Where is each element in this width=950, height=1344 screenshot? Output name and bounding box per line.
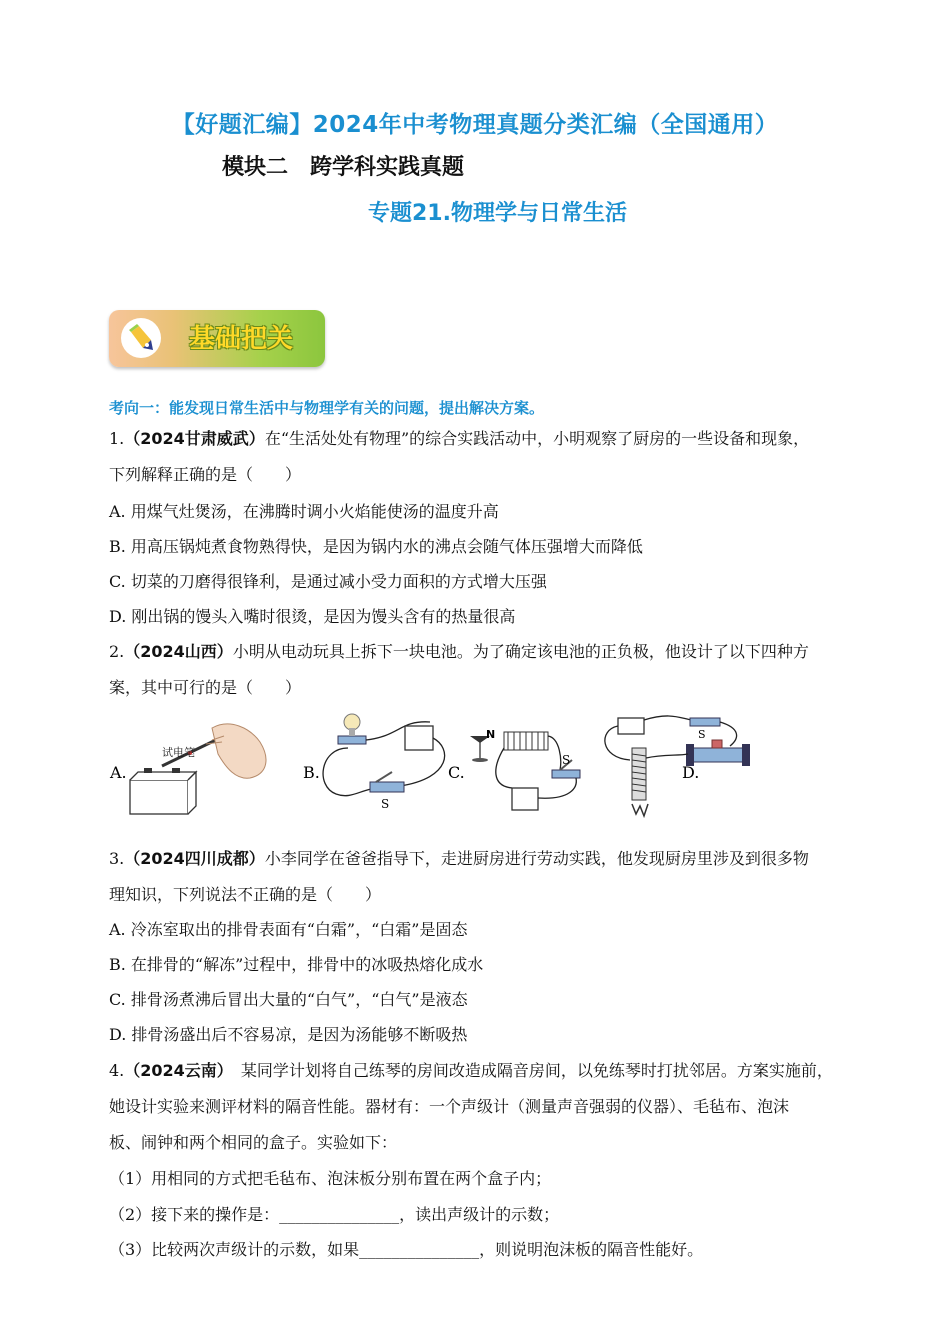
q4-line2: 她设计实验来测评材料的隔音性能。器材有：一个声级计（测量声音强弱的仪器）、毛毡布、泡沫 xyxy=(109,1097,790,1116)
q1-line1: 1.（2024甘肃威武）在“生活处处有物理”的综合实践活动中，小明观察了厨房的一些设备和现象， xyxy=(109,429,810,448)
q3-line2: 理知识，下列说法不正确的是（ ） xyxy=(109,885,382,904)
q4-source: （2024云南） xyxy=(124,1061,225,1080)
document-title: 【好题汇编】2024年中考物理真题分类汇编（全国通用） xyxy=(171,112,779,138)
figure-c-n-label: N xyxy=(486,728,496,741)
q3-option-a: A. 冷冻室取出的排骨表面有“白霜”，“白霜”是固态 xyxy=(109,920,468,939)
q4-line1: 4.（2024云南） 某同学计划将自己练琴的房间改造成隔音房间，以免练琴时打扰邻居。方案实施前， xyxy=(109,1061,833,1080)
q4-step3: （3）比较两次声级计的示数，如果_______________，则说明泡沫板的隔音性能好。 xyxy=(109,1240,704,1259)
q1-option-d: D. 刚出锅的馒头入嘴时很烫，是因为馒头含有的热量很高 xyxy=(109,607,516,626)
q3-line1: 3.（2024四川成都）小李同学在爸爸指导下，走进厨房进行劳动实践，他发现厨房里涉及到很多物 xyxy=(109,849,809,868)
figure-b-label: B. xyxy=(303,763,320,782)
q2-source: （2024山西） xyxy=(124,642,233,661)
figure-b-switch-label: S xyxy=(381,797,390,811)
q1-source: （2024甘肃威武） xyxy=(124,429,265,448)
q3-source: （2024四川成都） xyxy=(124,849,265,868)
topic-heading: 专题21.物理学与日常生活 xyxy=(368,201,627,226)
figure-a-test-pen xyxy=(130,724,266,814)
figure-d-label: D. xyxy=(682,763,700,782)
pen-nib-icon xyxy=(121,318,161,358)
q2-line2: 案，其中可行的是（ ） xyxy=(109,678,302,697)
q3-option-c: C. 排骨汤煮沸后冒出大量的“白气”，“白气”是液态 xyxy=(109,990,468,1009)
figure-c-switch-label: S xyxy=(562,753,571,767)
q3-option-b: B. 在排骨的“解冻”过程中，排骨中的冰吸热熔化成水 xyxy=(109,955,484,974)
figure-a-label: A. xyxy=(110,763,127,782)
q4-step2: （2）接下来的操作是：_______________，读出声级计的示数； xyxy=(109,1205,560,1224)
q1-option-b: B. 用高压锅炖煮食物熟得快，是因为锅内水的沸点会随气体压强增大而降低 xyxy=(109,537,643,556)
q1-option-a: A. 用煤气灶煲汤，在沸腾时调小火焰能使汤的温度升高 xyxy=(109,502,499,521)
section-banner xyxy=(109,310,325,367)
figure-c-solenoid-circuit xyxy=(470,728,580,810)
figure-b-bulb-circuit xyxy=(323,714,445,811)
pen-label: 试电笔 xyxy=(162,746,195,759)
direction-heading: 考向一：能发现日常生活中与物理学有关的问题，提出解决方案。 xyxy=(109,399,545,417)
module-heading: 模块二 跨学科实践真题 xyxy=(222,155,465,180)
figure-d-electromagnet-circuit xyxy=(605,716,750,816)
q2-figures xyxy=(100,708,860,826)
figure-c-label: C. xyxy=(448,763,465,782)
q4-line3: 板、闹钟和两个相同的盒子。实验如下： xyxy=(109,1133,398,1152)
q1-line2: 下列解释正确的是（ ） xyxy=(109,465,302,484)
q4-step1: （1）用相同的方式把毛毡布、泡沫板分别布置在两个盒子内； xyxy=(109,1169,552,1188)
figure-d-switch-label: S xyxy=(698,728,706,741)
q1-option-c: C. 切菜的刀磨得很锋利，是通过减小受力面积的方式增大压强 xyxy=(109,572,547,591)
q2-line1: 2.（2024山西）小明从电动玩具上拆下一块电池。为了确定该电池的正负极，他设计了以下四种方 xyxy=(109,642,809,661)
banner-label: 基础把关 xyxy=(189,324,294,354)
q3-option-d: D. 排骨汤盛出后不容易凉，是因为汤能够不断吸热 xyxy=(109,1025,468,1044)
